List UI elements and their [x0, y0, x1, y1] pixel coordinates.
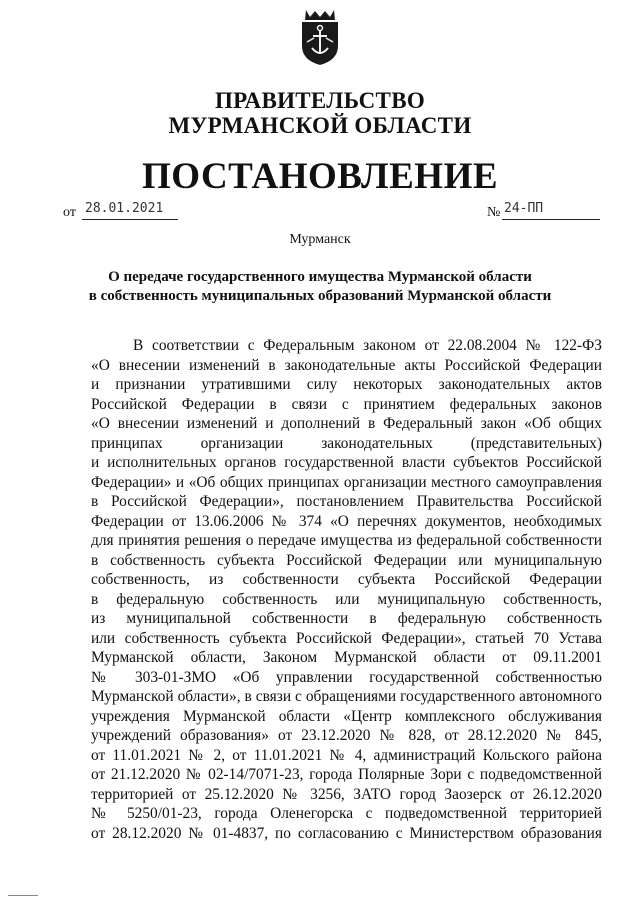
body-line: учреждения Мурманской области «Центр комплексного обслуживания — [91, 707, 602, 725]
number-prefix: № — [487, 205, 501, 220]
body-line: Российской Федерации в связи с принятием федеральных законов — [91, 395, 602, 413]
document-body — [91, 336, 602, 843]
body-line: № 303-01-ЗМО «Об управлении государственной собственностью — [91, 668, 602, 686]
coat-of-arms-icon — [297, 8, 343, 66]
body-line: в собственность субъекта Российской Федерации или муниципальную — [91, 551, 602, 569]
document-number: 24-ПП — [504, 201, 544, 216]
body-line: или собственность субъекта Российской Федерации», статьей 70 Устава — [91, 629, 602, 647]
organization-name-line1: ПРАВИТЕЛЬСТВО — [214, 88, 426, 113]
body-line: Мурманской области», в связи с обращениями государственного автономного — [91, 688, 602, 705]
body-line: Мурманской области, Законом Мурманской области от 09.11.2001 — [91, 649, 602, 666]
body-line: В соответствии с Федеральным законом от 22.08.2004 № 122-ФЗ — [133, 337, 602, 354]
body-line: в федеральную собственность или муниципальную собственность, — [91, 590, 602, 608]
body-line: принципах организации законодательных (представительных) — [91, 434, 602, 452]
body-line: учреждений образования» от 23.12.2020 № 828, от 28.12.2020 № 845, — [91, 727, 602, 744]
body-line: в Российской Федерации», постановлением Правительства Российской — [91, 493, 602, 510]
date-underline — [82, 219, 178, 220]
body-line: Федерации» и «Об общих принципах организации местного самоуправления — [91, 473, 602, 491]
body-line: Федерации от 13.06.2006 № 374 «О перечнях документов, необходимых — [91, 512, 602, 530]
body-line: и исполнительных органов государственной власти субъектов Российской — [91, 454, 602, 471]
issue-city: Мурманск — [289, 232, 351, 247]
subject-line2: в собственность муниципальных образований Мурманской области — [88, 288, 552, 304]
document-date: 28.01.2021 — [85, 201, 164, 216]
body-line: территорией от 25.12.2020 № 3256, ЗАТО город Заозерск от 26.12.2020 — [91, 785, 602, 803]
body-line: «О внесении изменений в законодательные акты Российской Федерации — [91, 356, 602, 374]
body-line: от 11.01.2021 № 2, от 11.01.2021 № 4, администраций Кольского района — [91, 746, 602, 764]
body-line: собственность, из собственности субъекта Российской Федерации — [91, 571, 602, 588]
organization-name-line2: МУРМАНСКОЙ ОБЛАСТИ — [168, 113, 472, 138]
scan-corner-mark — [8, 895, 38, 896]
body-line: для принятия решения о передаче имущества из федеральной собственности — [91, 532, 602, 549]
subject-line1: О передаче государственного имущества Мурманской области — [108, 269, 532, 285]
body-line: и признании утратившими силу некоторых законодательных актов — [91, 376, 602, 393]
body-line: из муниципальной собственности в федеральную собственность — [91, 610, 602, 627]
body-line: «О внесении изменений и дополнений в Федеральный закон «Об общих — [91, 415, 602, 432]
document-type-title: ПОСТАНОВЛЕНИЕ — [141, 156, 499, 197]
number-underline — [502, 219, 600, 220]
body-line: от 28.12.2020 № 01-4837, по согласованию с Министерством образования — [91, 824, 602, 842]
body-line: № 5250/01-23, города Оленегорска с подведомственной территорией — [91, 805, 602, 822]
date-prefix: от — [63, 205, 76, 220]
body-line: от 21.12.2020 № 02-14/7071-23, города Полярные Зори с подведомственной — [91, 766, 602, 783]
